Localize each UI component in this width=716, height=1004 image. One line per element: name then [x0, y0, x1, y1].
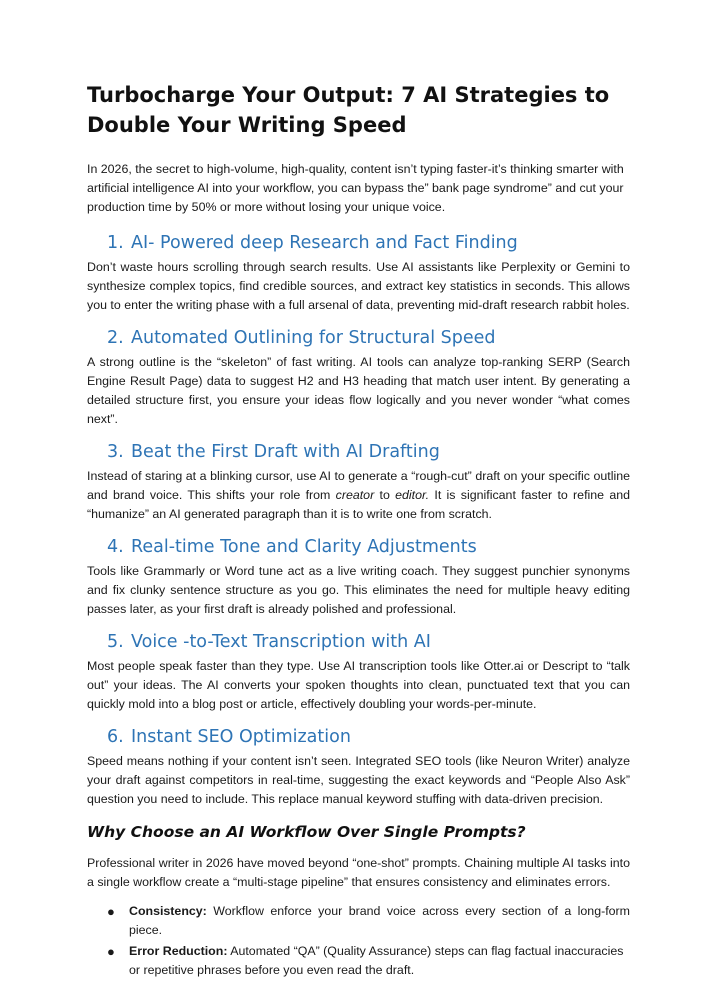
list-item-text: Automated “QA” (Quality Assurance) steps can flag factual inaccuracies or repetitive phrases before you even read the draft.	[129, 944, 624, 977]
section-heading	[87, 535, 630, 559]
section-number: 5.	[107, 632, 124, 652]
section-body: Tools like Grammarly or Word tune act as a live writing coach. They suggest punchier synonyms and fix clunky sentence structure as you go. This eliminates the need for multiple heavy editing passes later, as your first draft is already polished and professional.	[87, 564, 630, 616]
section-heading-text: Automated Outlining for Structural Speed	[131, 328, 496, 348]
section-heading	[87, 231, 630, 255]
section-body: A strong outline is the “skeleton” of fast writing. AI tools can analyze top-ranking SERP (Search Engine Result Page) data to suggest H2 and H3 heading that match user intent. By generating a detailed structure first, you ensure your ideas flow logically and you never wonder “what comes next”.	[87, 355, 630, 426]
emphasis-creator: creator	[335, 488, 375, 502]
section-5	[87, 630, 630, 714]
body-text: to	[374, 488, 396, 502]
emphasis-editor: editor.	[395, 488, 430, 502]
section-number: 3.	[107, 442, 124, 462]
section-heading-text: Voice -to-Text Transcription with AI	[131, 632, 431, 652]
list-item-text: Workflow enforce your brand voice across every section of a long-form piece.	[129, 904, 630, 937]
section-1	[87, 231, 630, 315]
section-number: 4.	[107, 537, 124, 557]
section-6	[87, 725, 630, 809]
section-number: 6.	[107, 727, 124, 747]
bullet-icon: ●	[107, 904, 115, 919]
section-heading-text: Beat the First Draft with AI Drafting	[131, 442, 440, 462]
section-heading	[87, 440, 630, 464]
page-title: Turbocharge Your Output: 7 AI Strategies to Double Your Writing Speed	[87, 83, 610, 137]
body-text: It is significant faster to refine and “humanize” an AI generated paragraph than it is to write one from scratch.	[87, 488, 631, 521]
body-text: Instead of staring at a blinking cursor, use AI to generate a “rough-cut” draft on your specific outline and brand voice. This shifts your role from	[87, 469, 630, 502]
section-4	[87, 535, 630, 619]
section-number: 1.	[107, 233, 124, 253]
workflow-subheading: Why Choose an AI Workflow Over Single Prompts?	[87, 823, 526, 841]
workflow-paragraph: Professional writer in 2026 have moved beyond “one-shot” prompts. Chaining multiple AI tasks into a single workflow create a “multi-stage pipeline” that ensures consistency and eliminates errors.	[87, 856, 630, 889]
section-heading	[87, 630, 630, 654]
list-item	[107, 942, 630, 980]
section-3	[87, 440, 630, 524]
section-heading	[87, 326, 630, 350]
section-heading-text: Real-time Tone and Clarity Adjustments	[131, 537, 477, 557]
section-number: 2.	[107, 328, 124, 348]
list-item-term: Error Reduction:	[129, 944, 228, 958]
list-item-term: Consistency:	[129, 904, 207, 918]
section-body	[87, 467, 630, 524]
section-heading	[87, 725, 630, 749]
section-2	[87, 326, 630, 429]
section-body: Don’t waste hours scrolling through search results. Use AI assistants like Perplexity or Gemini to synthesize complex topics, find credible sources, and extract key statistics in seconds. This allows you to enter the writing phase with a full arsenal of data, preventing mid-draft research rabbit holes.	[87, 260, 630, 312]
list-item	[107, 902, 630, 940]
bullet-icon: ●	[107, 944, 115, 959]
bullet-list	[87, 902, 630, 980]
section-body: Most people speak faster than they type. Use AI transcription tools like Otter.ai or Descript to “talk out” your ideas. The AI converts your spoken thoughts into clean, punctuated text that you can quickly mold into a blog post or article, effectively doubling your words-per-minute.	[87, 659, 630, 711]
section-body: Speed means nothing if your content isn’t seen. Integrated SEO tools (like Neuron Writer) analyze your draft against competitors in real-time, suggesting the exact keywords and “People Also Ask” question you need to include. This replace manual keyword stuffing with data-driven precision.	[87, 754, 630, 806]
section-heading-text: AI- Powered deep Research and Fact Finding	[131, 233, 518, 253]
section-heading-text: Instant SEO Optimization	[131, 727, 351, 747]
intro-paragraph: In 2026, the secret to high-volume, high-quality, content isn’t typing faster-it’s thinking smarter with artificial intelligence AI into your workflow, you can bypass the” bank page syndrome” and cut your production time by 50% or more without losing your unique voice.	[87, 162, 624, 214]
